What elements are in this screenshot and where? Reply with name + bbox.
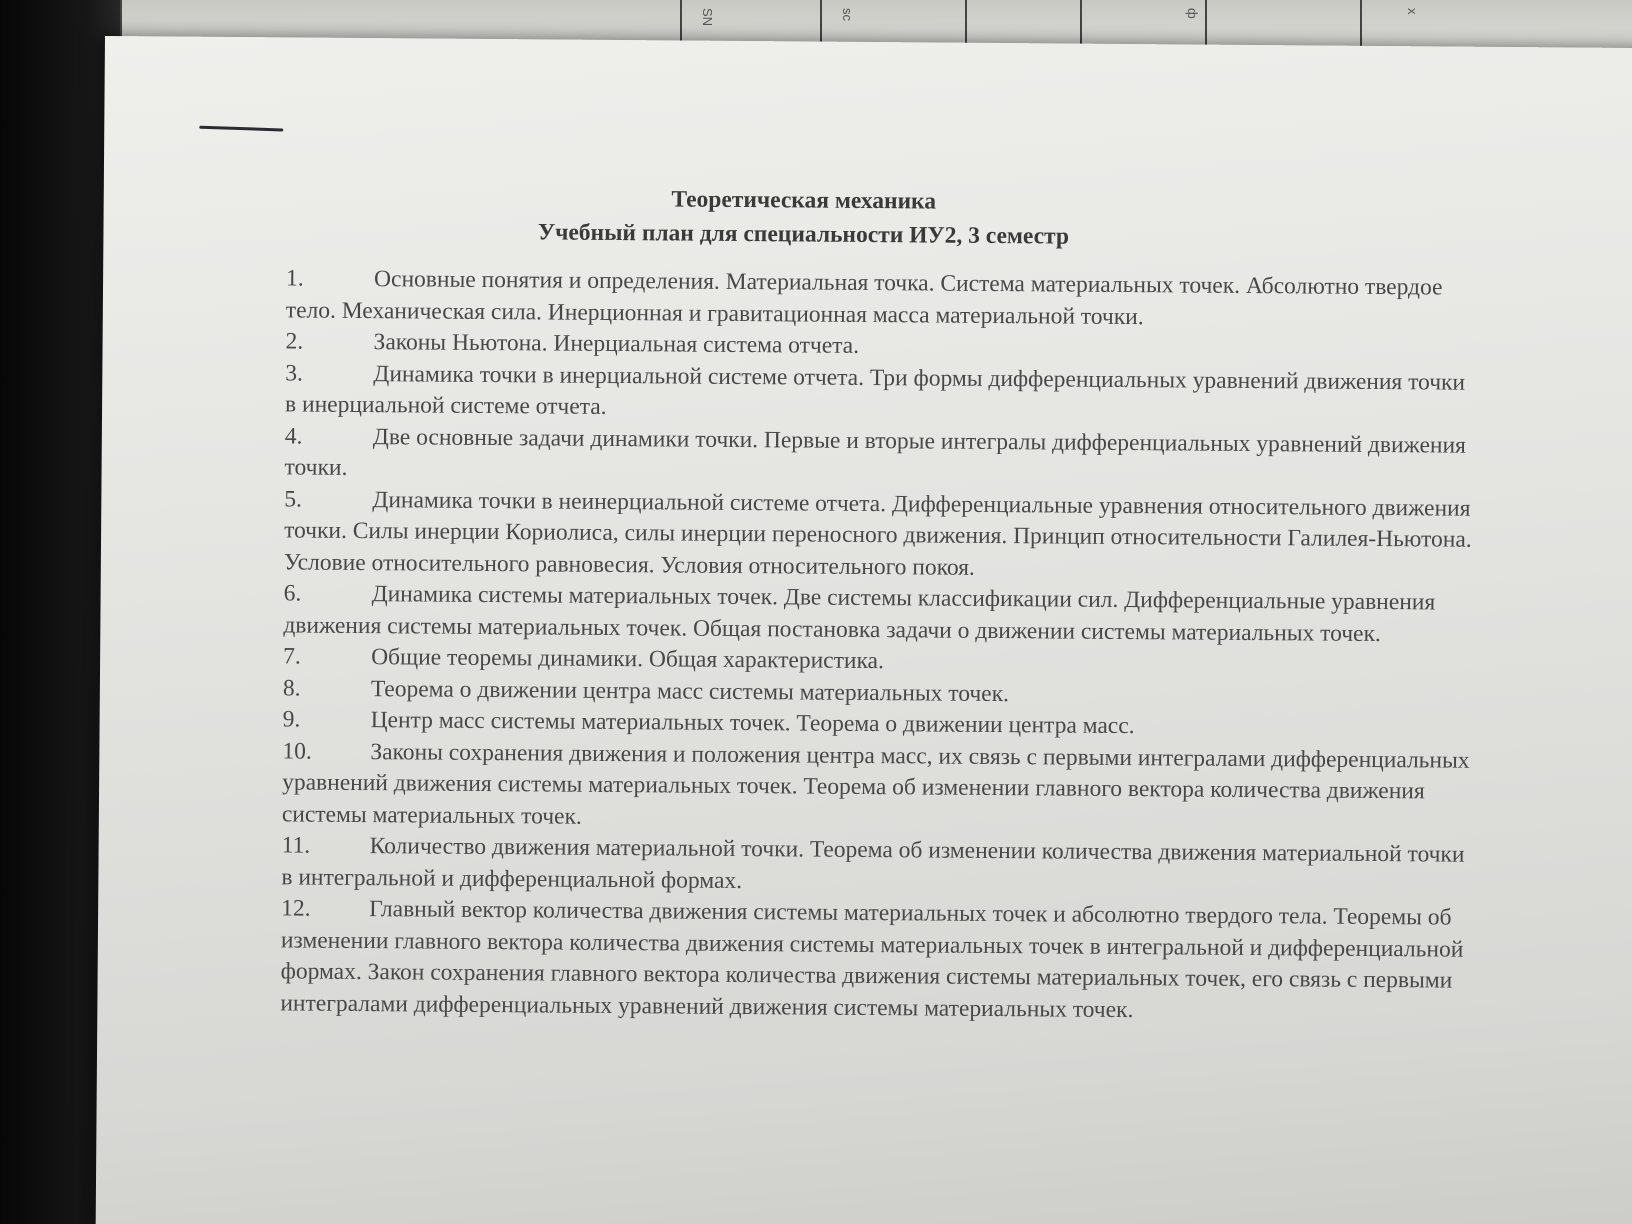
syllabus-list — [280, 263, 1481, 1028]
list-item — [282, 736, 1478, 840]
list-item — [285, 358, 1480, 430]
document-title: Теоретическая механика — [671, 186, 937, 215]
list-item — [281, 830, 1476, 902]
item-text: Общие теоремы динамики. Общая характеристика. — [371, 644, 884, 675]
paper-edge — [965, 0, 967, 48]
item-text: Основные понятия и определения. Материальная точка. Система материальных точек. Абсолютно твердое тело. Механическая сила. Инерционная и гравитационная масса материальной точки. — [285, 266, 1443, 330]
item-number: 3. — [285, 359, 304, 387]
list-item — [284, 484, 1480, 588]
document-page — [95, 36, 1632, 1224]
background-label: ф — [1185, 8, 1200, 19]
item-number: 9. — [282, 706, 301, 733]
item-number: 5. — [284, 485, 303, 513]
item-number: 10. — [282, 737, 312, 765]
item-text: Главный вектор количества движения системы материальных точек и абсолютно твердого тела. Теоремы об изменении главного вектора количества движения системы материальных точек в интегральной и дифференциальной формах. Закон сохранения главного вектора количества движения системы материальных точек, его связь с первыми интегралами дифференциальных уравнений движения системы материальных точек. — [280, 896, 1464, 1023]
item-text: Динамика точки в неинерциальной системе отчета. Дифференциальные уравнения относительного движения точки. Силы инерции Кориолиса, силы инерции переносного движения. Принцип относительности Галилея-Ньютона. Условие относительного равновесия. Условия относительного покоя. — [283, 486, 1472, 581]
background-label: x — [1405, 8, 1420, 15]
background-label: sc — [840, 8, 855, 21]
item-text: Динамика системы материальных точек. Две системы классификации сил. Дифференциальные уравнения движения системы материальных точек. Общая постановка задачи о движении системы материальных точек. — [283, 581, 1436, 647]
item-number: 4. — [284, 422, 303, 450]
item-number: 6. — [283, 580, 302, 607]
list-item — [284, 421, 1479, 493]
item-number: 7. — [283, 643, 301, 670]
item-text: Законы Ньютона. Инерциальная система отчета. — [373, 329, 860, 359]
item-text: Количество движения материальной точки. Теорема об изменении количества движения материальной точки в интегральной и дифференциальной формах. — [281, 833, 1465, 894]
paper-edge — [1080, 0, 1082, 48]
list-item — [283, 578, 1478, 650]
item-number: 2. — [285, 328, 304, 355]
item-number: 1. — [285, 265, 304, 292]
pen-mark — [199, 126, 283, 132]
document-header — [103, 178, 1503, 257]
item-text: Динамика точки в инерциальной системе отчета. Три формы дифференциальных уравнений движения точки в инерциальной системе отчета. — [285, 360, 1466, 420]
item-text: Центр масс системы материальных точек. Теорема о движении центра масс. — [370, 707, 1135, 740]
item-text: Две основные задачи динамики точки. Первые и вторые интегралы дифференциальных уравнений движения точки. — [284, 423, 1467, 481]
item-text: Законы сохранения движения и положения центра масс, их связь с первыми интегралами дифференциальных уравнений движения системы материальных точек. Теорема об изменении главного вектора количества движения системы материальных точек. — [281, 738, 1470, 830]
paper-edge — [1205, 0, 1207, 48]
list-item — [280, 893, 1476, 1028]
item-text: Теорема о движении центра масс системы материальных точек. — [370, 675, 1010, 707]
list-item — [286, 263, 1481, 335]
item-number: 8. — [282, 674, 301, 702]
paper-edge — [1360, 0, 1362, 48]
document-subtitle: Учебный план для специальности ИУ2, 3 семестр — [537, 219, 1070, 250]
background-label: SN — [700, 8, 715, 27]
item-number: 11. — [281, 832, 311, 859]
item-number: 12. — [281, 895, 311, 922]
